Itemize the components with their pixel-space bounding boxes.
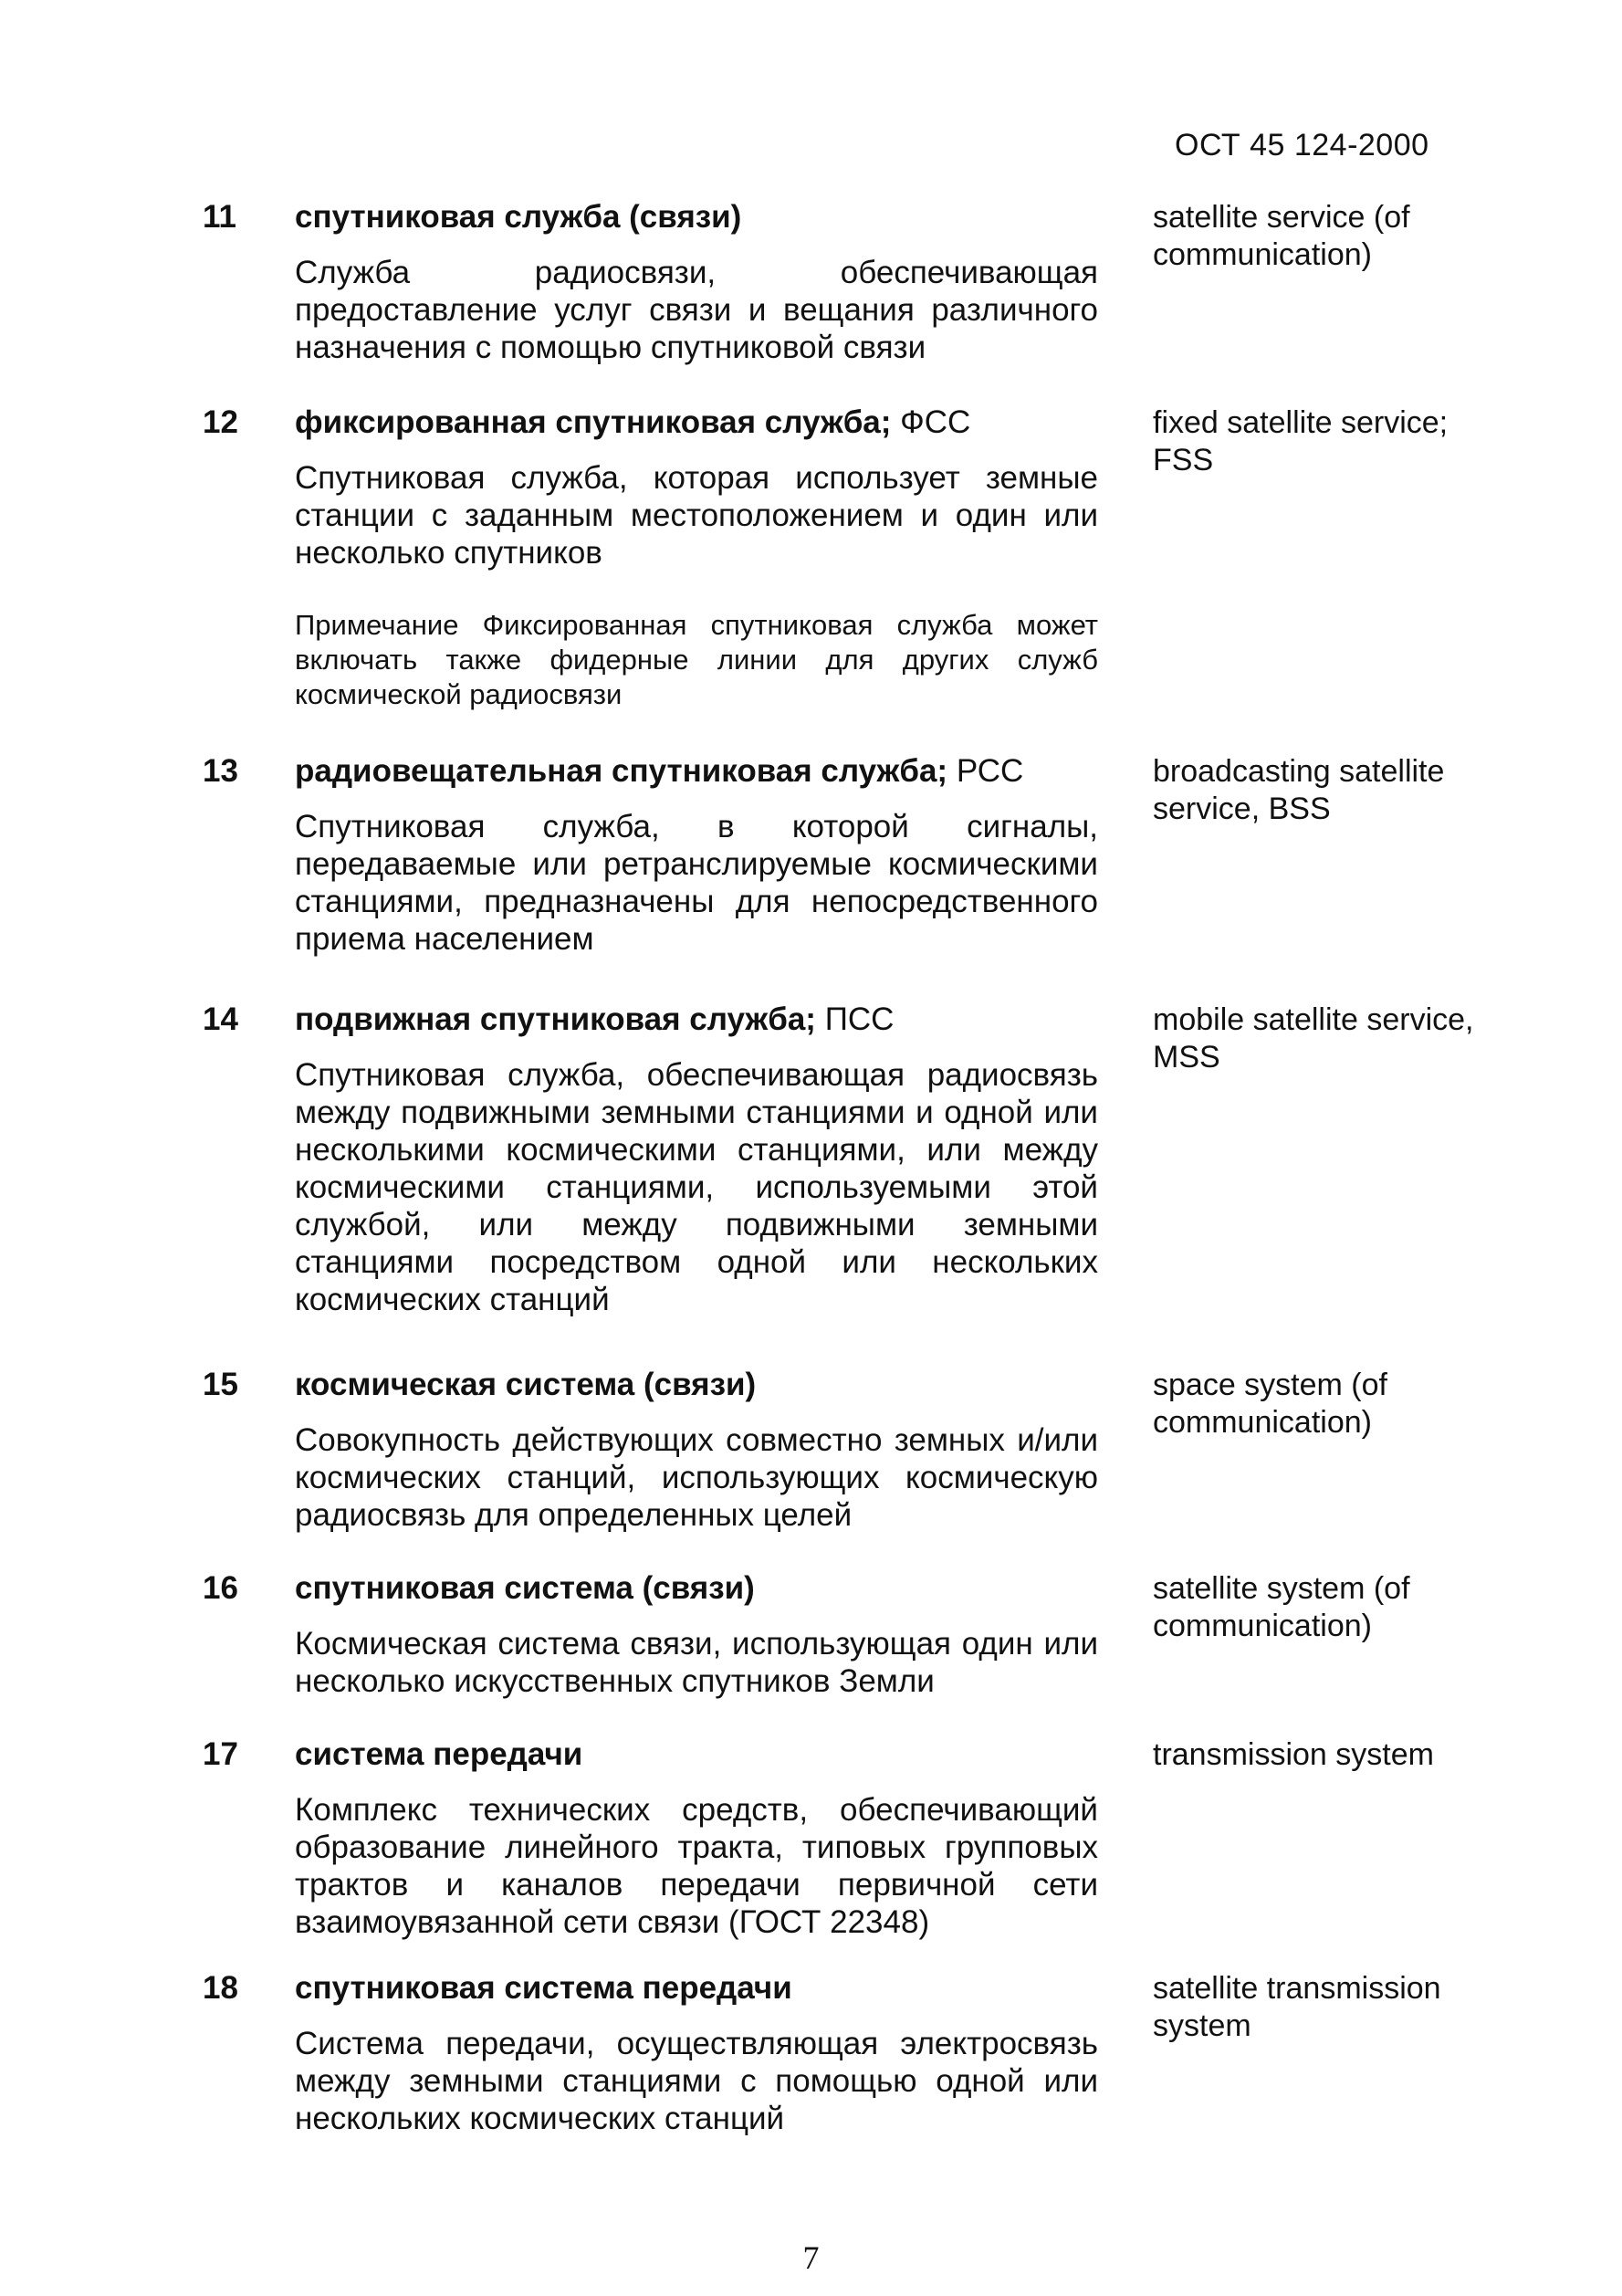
- entry-term: [295, 1970, 1116, 2007]
- entry-term: [295, 199, 1116, 236]
- term-text: подвижная спутниковая служба;: [295, 1001, 816, 1037]
- entry-english-term: fixed satellite service; FSS: [1153, 405, 1449, 477]
- term-abbreviation: ФСС: [900, 404, 971, 440]
- entry-number: 17: [203, 1736, 238, 1772]
- term-text: система передачи: [295, 1736, 583, 1772]
- entry-note: Примечание Фиксированная спутниковая служба может включать также фидерные линии для других служб космической радиосвязи: [295, 609, 1098, 710]
- document-code: ОСТ 45 124-2000: [1175, 128, 1429, 163]
- entry-term: [295, 1736, 1116, 1773]
- entry-number: 12: [203, 404, 238, 440]
- entry-english-term: space system (of communication): [1153, 1368, 1387, 1440]
- entry-english-term: satellite transmission system: [1153, 1971, 1441, 2043]
- entry-number: 13: [203, 753, 238, 789]
- entry-english-term: broadcasting satellite service, BSS: [1153, 754, 1445, 826]
- entry-english-term: satellite service (of communication): [1153, 200, 1410, 272]
- entry-term: [295, 1001, 1116, 1038]
- entry-number: 15: [203, 1367, 238, 1402]
- entry-number: 18: [203, 1970, 238, 2006]
- term-text: космическая система (связи): [295, 1367, 757, 1402]
- entry-term: [295, 404, 1116, 441]
- entry-definition: Система передачи, осуществляющая электросвязь между земными станциями с помощью одной или нескольких космических станций: [295, 2026, 1098, 2136]
- entry-definition: Комплекс технических средств, обеспечивающий образование линейного тракта, типовых групповых трактов и каналов передачи первичной сети взаимоувязанной сети связи (ГОСТ 22348): [295, 1792, 1098, 1940]
- entry-term: [295, 753, 1116, 790]
- entry-definition: Космическая система связи, использующая один или несколько искусственных спутников Земли: [295, 1626, 1098, 1699]
- entry-term: [295, 1570, 1116, 1607]
- entry-english-term: transmission system: [1153, 1737, 1434, 1772]
- entry-number: 11: [203, 199, 236, 235]
- term-text: спутниковая система (связи): [295, 1570, 755, 1606]
- entry-english-term: mobile satellite service, MSS: [1153, 1002, 1474, 1075]
- entry-definition: Совокупность действующих совместно земных и/или космических станций, использующих космическую радиосвязь для определенных целей: [295, 1422, 1098, 1533]
- entry-number: 16: [203, 1570, 238, 1606]
- term-text: фиксированная спутниковая служба;: [295, 404, 892, 440]
- page-number: 7: [802, 2239, 820, 2276]
- entry-definition: Спутниковая служба, которая использует земные станции с заданным местоположением и один или несколько спутников: [295, 460, 1098, 571]
- entry-definition: Спутниковая служба, в которой сигналы, передаваемые или ретранслируемые космическими станциями, предназначены для непосредственного приема населением: [295, 809, 1098, 957]
- entry-english-term: satellite system (of communication): [1153, 1571, 1410, 1643]
- term-text: спутниковая система передачи: [295, 1970, 792, 2006]
- entry-number: 14: [203, 1001, 238, 1037]
- term-abbreviation: ПСС: [824, 1001, 895, 1037]
- term-abbreviation: РСС: [956, 753, 1024, 789]
- entry-term: [295, 1367, 1116, 1403]
- term-text: спутниковая служба (связи): [295, 199, 742, 235]
- entry-definition: Служба радиосвязи, обеспечивающая предоставление услуг связи и вещания различного назначения с помощью спутниковой связи: [295, 255, 1098, 365]
- entry-definition: Спутниковая служба, обеспечивающая радиосвязь между подвижными земными станциями и одной или несколькими космическими станциями, или между космическими станциями, используемыми этой службой, или между подвижными земными станциями посредством одной или нескольких космических станций: [295, 1057, 1098, 1317]
- term-text: радиовещательная спутниковая служба;: [295, 753, 948, 789]
